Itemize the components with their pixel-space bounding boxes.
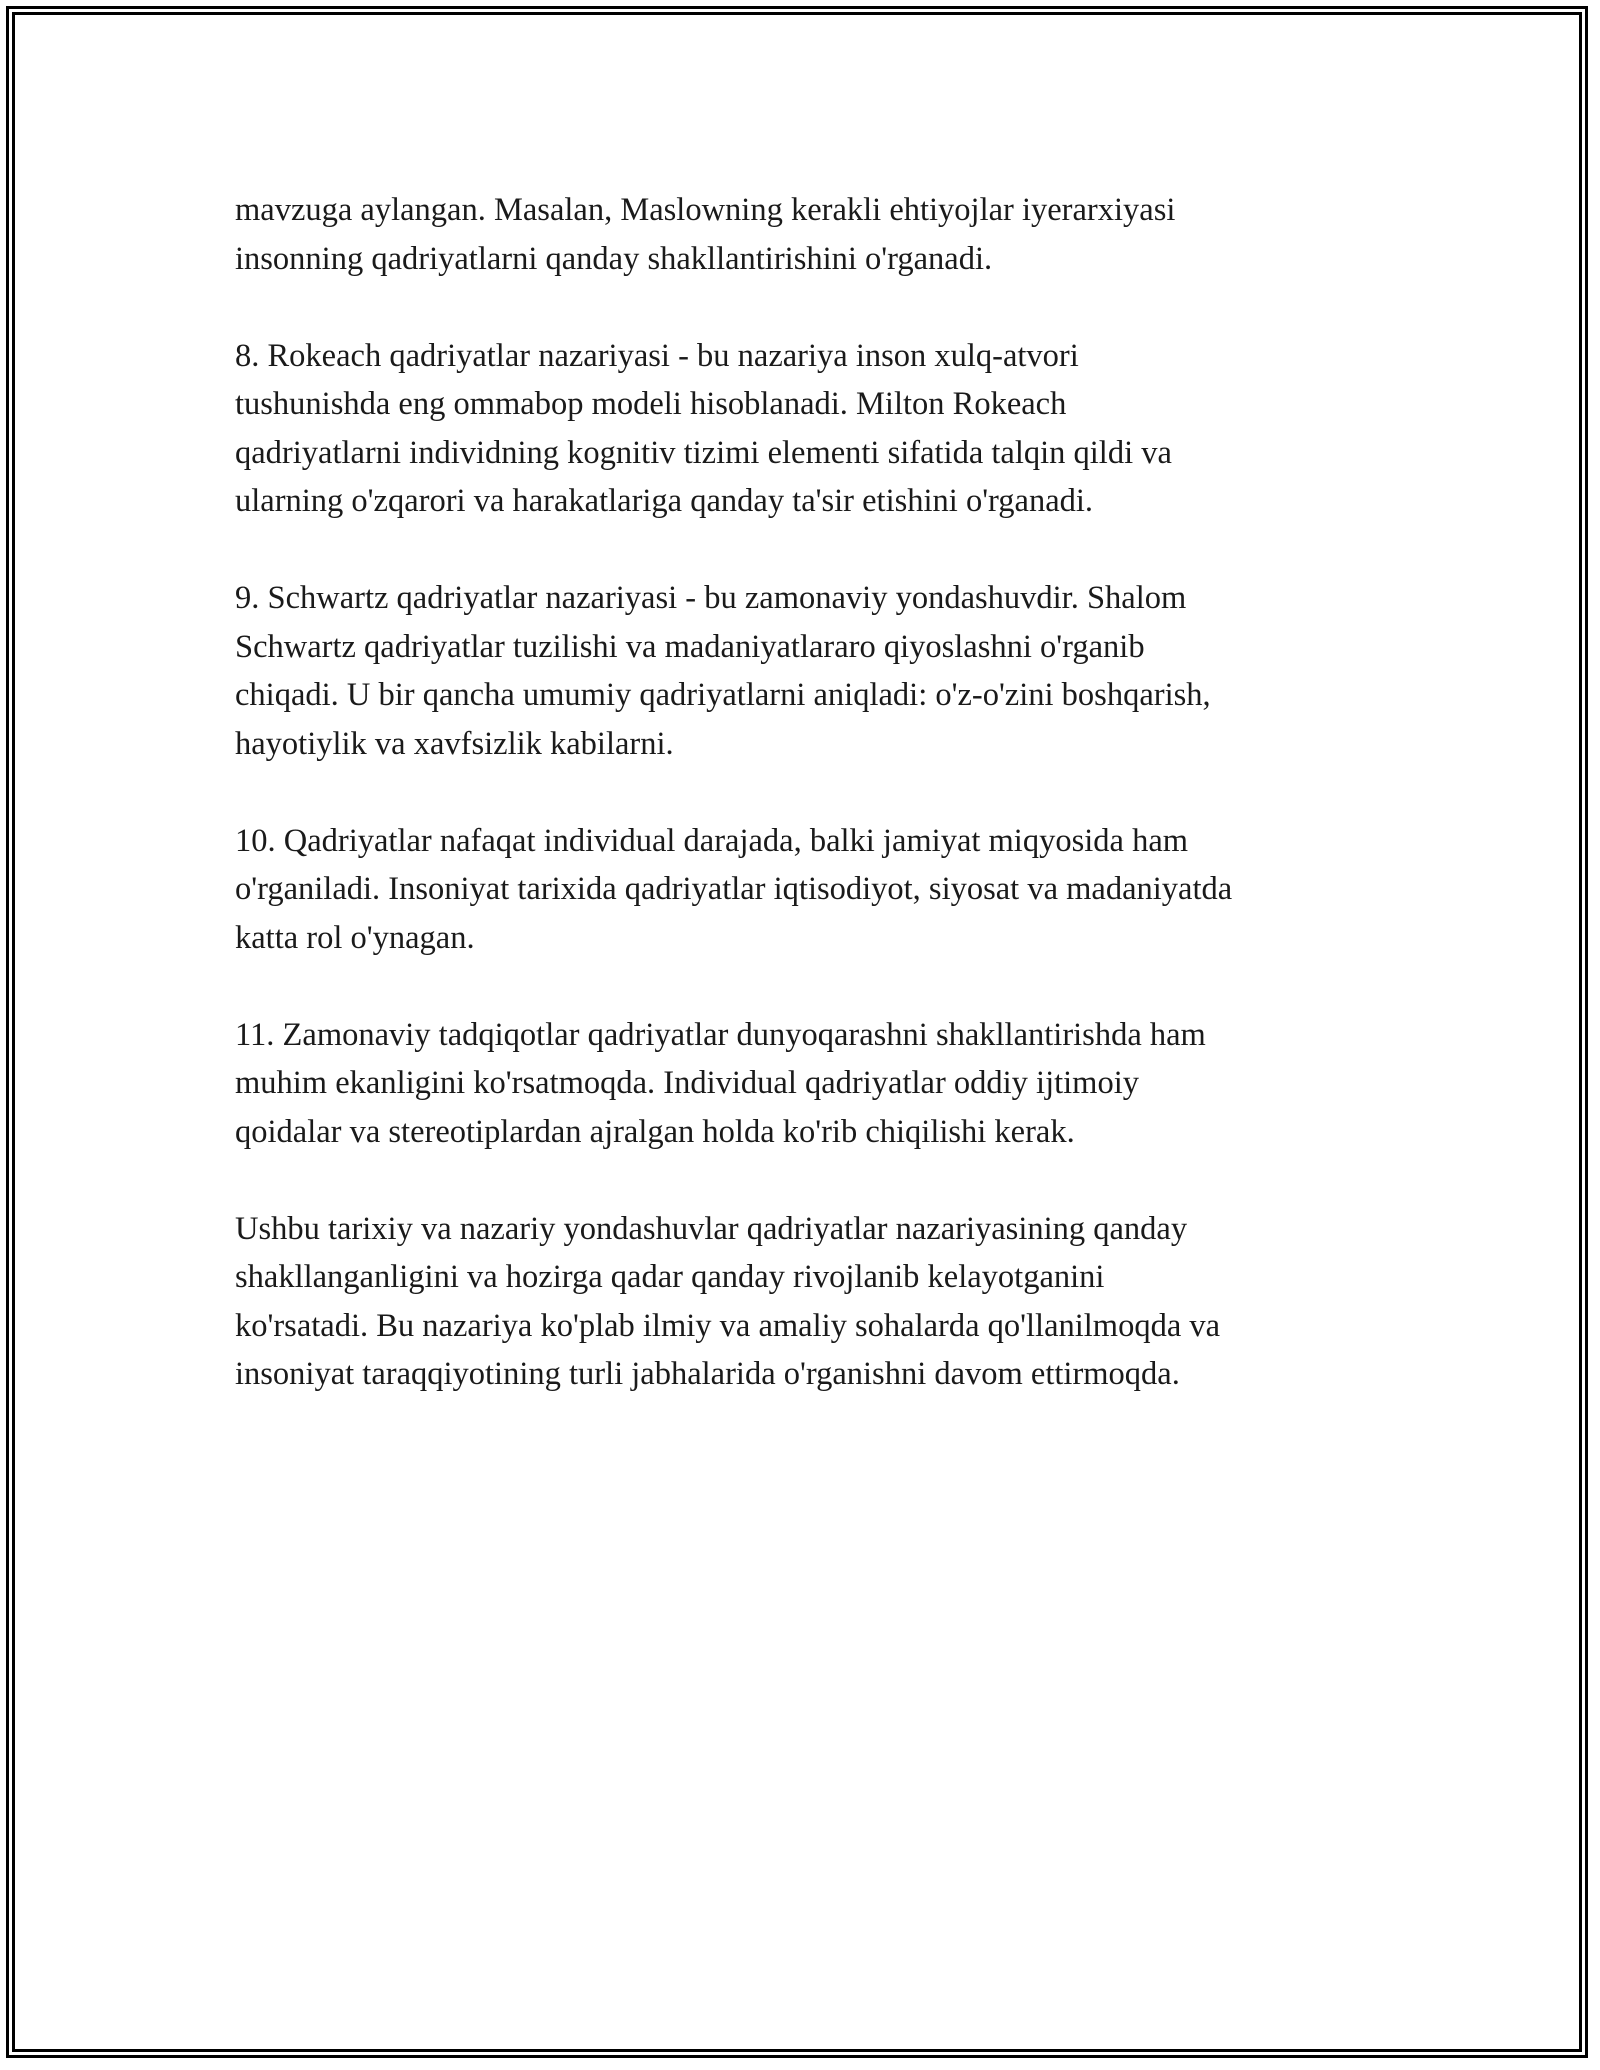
text-line: insonning qadriyatlarni qanday shakllantirishini o'rganadi.: [235, 240, 993, 277]
text-line: Ushbu tarixiy va nazariy yondashuvlar qadriyatlar nazariyasining qanday: [235, 1210, 1188, 1247]
text-line: qoidalar va stereotiplardan ajralgan holda ko'rib chiqilishi kerak.: [235, 1113, 1075, 1150]
text-line: ularning o'zqarori va harakatlariga qanday ta'sir etishini o'rganadi.: [235, 483, 1094, 519]
text-line: mavzuga aylangan. Masalan, Maslowning kerakli ehtiyojlar iyerarxiyasi: [235, 192, 1176, 228]
text-line: katta rol o'ynagan.: [235, 919, 475, 956]
text-line: o'rganiladi. Insoniyat tarixida qadriyatlar iqtisodiyot, siyosat va madaniyatda: [235, 871, 1233, 907]
paragraph-conclusion: [235, 1205, 1395, 1399]
text-line: 10. Qadriyatlar nafaqat individual darajada, balki jamiyat miqyosida ham: [235, 822, 1189, 859]
paragraph-item-11: [235, 1011, 1395, 1157]
text-line: tushunishda eng ommabop modeli hisoblanadi. Milton Rokeach: [235, 386, 1067, 422]
text-line: ko'rsatadi. Bu nazariya ko'plab ilmiy va amaliy sohalarda qo'llanilmoqda va: [235, 1307, 1221, 1344]
text-line: 8. Rokeach qadriyatlar nazariyasi - bu nazariya inson xulq-atvori: [235, 337, 1079, 374]
text-line: qadriyatlarni individning kognitiv tizimi elementi sifatida talqin qildi va: [235, 434, 1172, 471]
text-line: 9. Schwartz qadriyatlar nazariyasi - bu zamonaviy yondashuvdir. Shalom: [235, 580, 1187, 616]
paragraph-item-9: [235, 574, 1395, 768]
text-line: shakllanganligini va hozirga qadar qanday rivojlanib kelayotganini: [235, 1259, 1105, 1295]
paragraph-continuation: [235, 186, 1395, 283]
paragraph-item-10: [235, 817, 1395, 963]
text-line: muhim ekanligini ko'rsatmoqda. Individual qadriyatlar oddiy ijtimoiy: [235, 1065, 1139, 1101]
text-line: 11. Zamonaviy tadqiqotlar qadriyatlar dunyoqarashni shakllantirishda ham: [235, 1016, 1206, 1053]
text-line: hayotiylik va xavfsizlik kabilarni.: [235, 725, 674, 762]
document-body: [235, 186, 1395, 1447]
text-line: chiqadi. U bir qancha umumiy qadriyatlarni aniqladi: o'z-o'zini boshqarish,: [235, 677, 1211, 713]
paragraph-item-8: [235, 332, 1395, 526]
text-line: insoniyat taraqqiyotining turli jabhalarida o'rganishni davom ettirmoqda.: [235, 1356, 1180, 1392]
text-line: Schwartz qadriyatlar tuzilishi va madaniyatlararo qiyoslashni o'rganib: [235, 628, 1145, 665]
